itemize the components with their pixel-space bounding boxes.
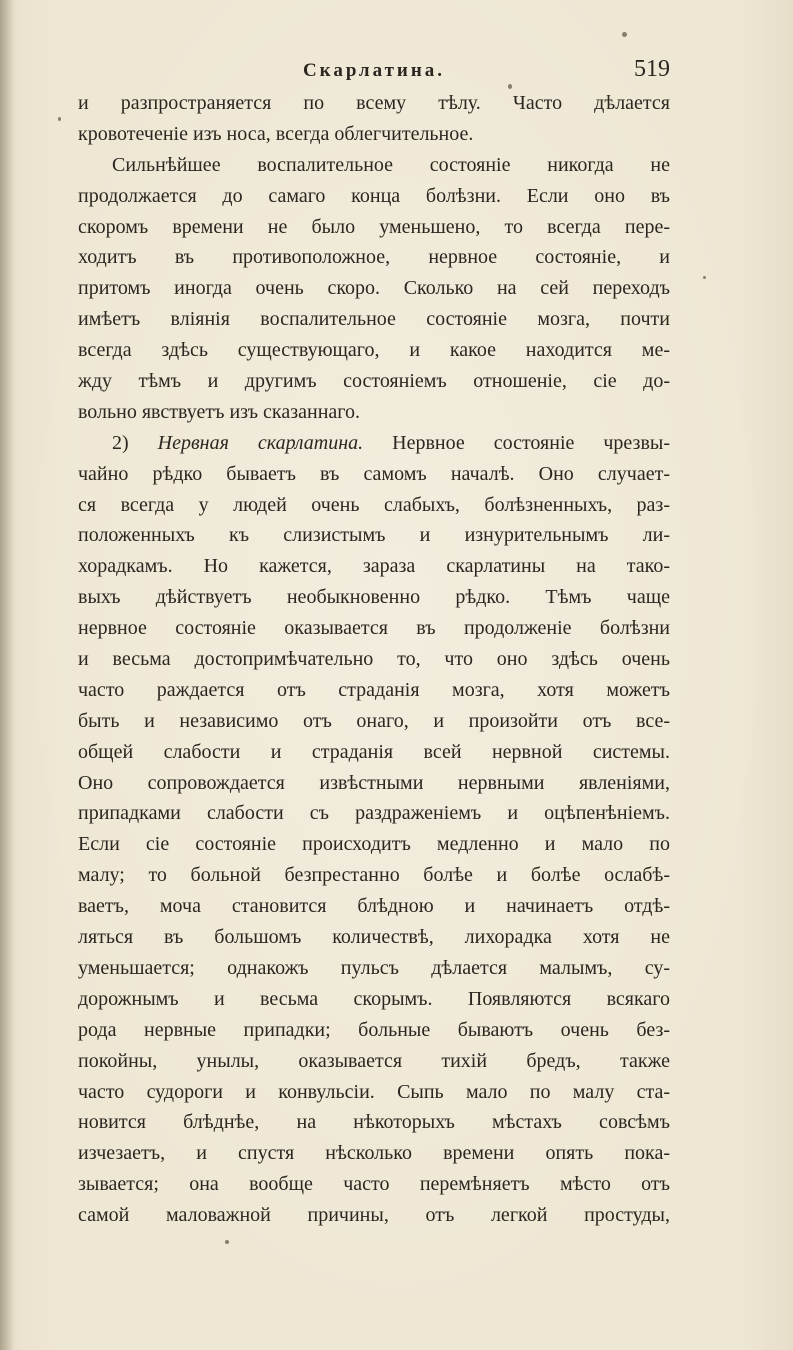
text-line: всегда здѣсь существующаго, и какое находится ме- — [78, 339, 670, 362]
paper-speck — [703, 276, 706, 279]
text-line: зывается; она вообще часто перемѣняетъ мѣсто отъ — [78, 1173, 670, 1196]
text-line: покойны, унылы, оказывается тихій бредъ, также — [78, 1049, 670, 1072]
page-number: 519 — [634, 56, 670, 82]
text-line: продолжается до самаго конца болѣзни. Если оно въ — [78, 184, 670, 207]
text-line: ся всегда у людей очень слабыхъ, болѣзненныхъ, раз- — [78, 493, 670, 516]
text-line: чайно рѣдко бываетъ въ самомъ началѣ. Оно случает- — [78, 462, 670, 485]
binding-shadow — [0, 0, 14, 1350]
text-line: хорадкамъ. Но кажется, зараза скарлатины на тако- — [78, 555, 670, 578]
text-line-subheading: 2) Нервная скарлатина. Нервное состояніе чрезвы- — [112, 431, 670, 454]
section-number: 2) — [112, 431, 158, 454]
paper-speck — [225, 1240, 229, 1244]
text-line: дорожнымъ и весьма скорымъ. Появляются всякаго — [78, 987, 670, 1010]
text-line: жду тѣмъ и другимъ состояніемъ отношеніе, сіе до- — [78, 370, 670, 393]
text-line: Если сіе состояніе происходитъ медленно и мало по — [78, 833, 670, 856]
text-line: изчезаетъ, и спустя нѣсколько времени опять пока- — [78, 1142, 670, 1165]
page-header — [78, 56, 670, 86]
text-line: кровотеченіе изъ носа, всегда облегчительное. — [78, 122, 474, 145]
body-text — [78, 88, 670, 1231]
text-line: положенныхъ къ слизистымъ и изнурительнымъ ли- — [78, 524, 670, 547]
paper-speck — [58, 117, 61, 121]
text-line: припадками слабости съ раздраженіемъ и оцѣпенѣніемъ. — [78, 802, 670, 825]
text-line: имѣетъ вліянія воспалительное состояніе мозга, почти — [78, 308, 670, 331]
text-line: уменьшается; однакожъ пульсъ дѣлается малымъ, су- — [78, 956, 670, 979]
paper-speck — [622, 32, 627, 37]
text-line: быть и независимо отъ онаго, и произойти отъ все- — [78, 709, 670, 732]
text-line: малу; то больной безпрестанно болѣе и болѣе ослабѣ- — [78, 864, 670, 887]
paper-speck — [508, 84, 512, 89]
text-line: Оно сопровождается извѣстными нервными явленіями, — [78, 771, 670, 794]
text-line: выхъ дѣйствуетъ необыкновенно рѣдко. Тѣмъ чаще — [78, 586, 670, 609]
text-line: часто раждается отъ страданія мозга, хотя можетъ — [78, 678, 670, 701]
text-line: ляться въ большомъ количествѣ, лихорадка хотя не — [78, 926, 670, 949]
text-line: часто судороги и конвульсіи. Сыпь мало по малу ста- — [78, 1080, 670, 1103]
text-line: рода нервные припадки; больные бываютъ очень без- — [78, 1018, 670, 1041]
text-line: Сильнѣйшее воспалительное состояніе никогда не — [112, 153, 670, 176]
text-line: самой маловажной причины, отъ легкой простуды, — [78, 1204, 670, 1227]
text-line: нервное состояніе оказывается въ продолженіе болѣзни — [78, 617, 670, 640]
text-line: скоромъ времени не было уменьшено, то всегда пере- — [78, 215, 670, 238]
text-line: ходитъ въ противоположное, нервное состояніе, и — [78, 246, 670, 269]
text-line: общей слабости и страданія всей нервной системы. — [78, 740, 670, 763]
text-line: вольно явствуетъ изъ сказаннаго. — [78, 400, 360, 423]
text-line: притомъ иногда очень скоро. Сколько на сей переходъ — [78, 277, 670, 300]
text-line: и весьма достопримѣчательно то, что оно здѣсь очень — [78, 648, 670, 671]
section-title: Нервная скарлатина. — [157, 431, 364, 454]
text-line: и разпространяется по всему тѣлу. Часто дѣлается — [78, 92, 670, 114]
text-line: ваетъ, моча становится блѣдною и начинаетъ отдѣ- — [78, 895, 670, 918]
text-line: новится блѣднѣе, на нѣкоторыхъ мѣстахъ совсѣмъ — [78, 1111, 670, 1134]
running-title: Скарлатина. — [302, 60, 446, 81]
